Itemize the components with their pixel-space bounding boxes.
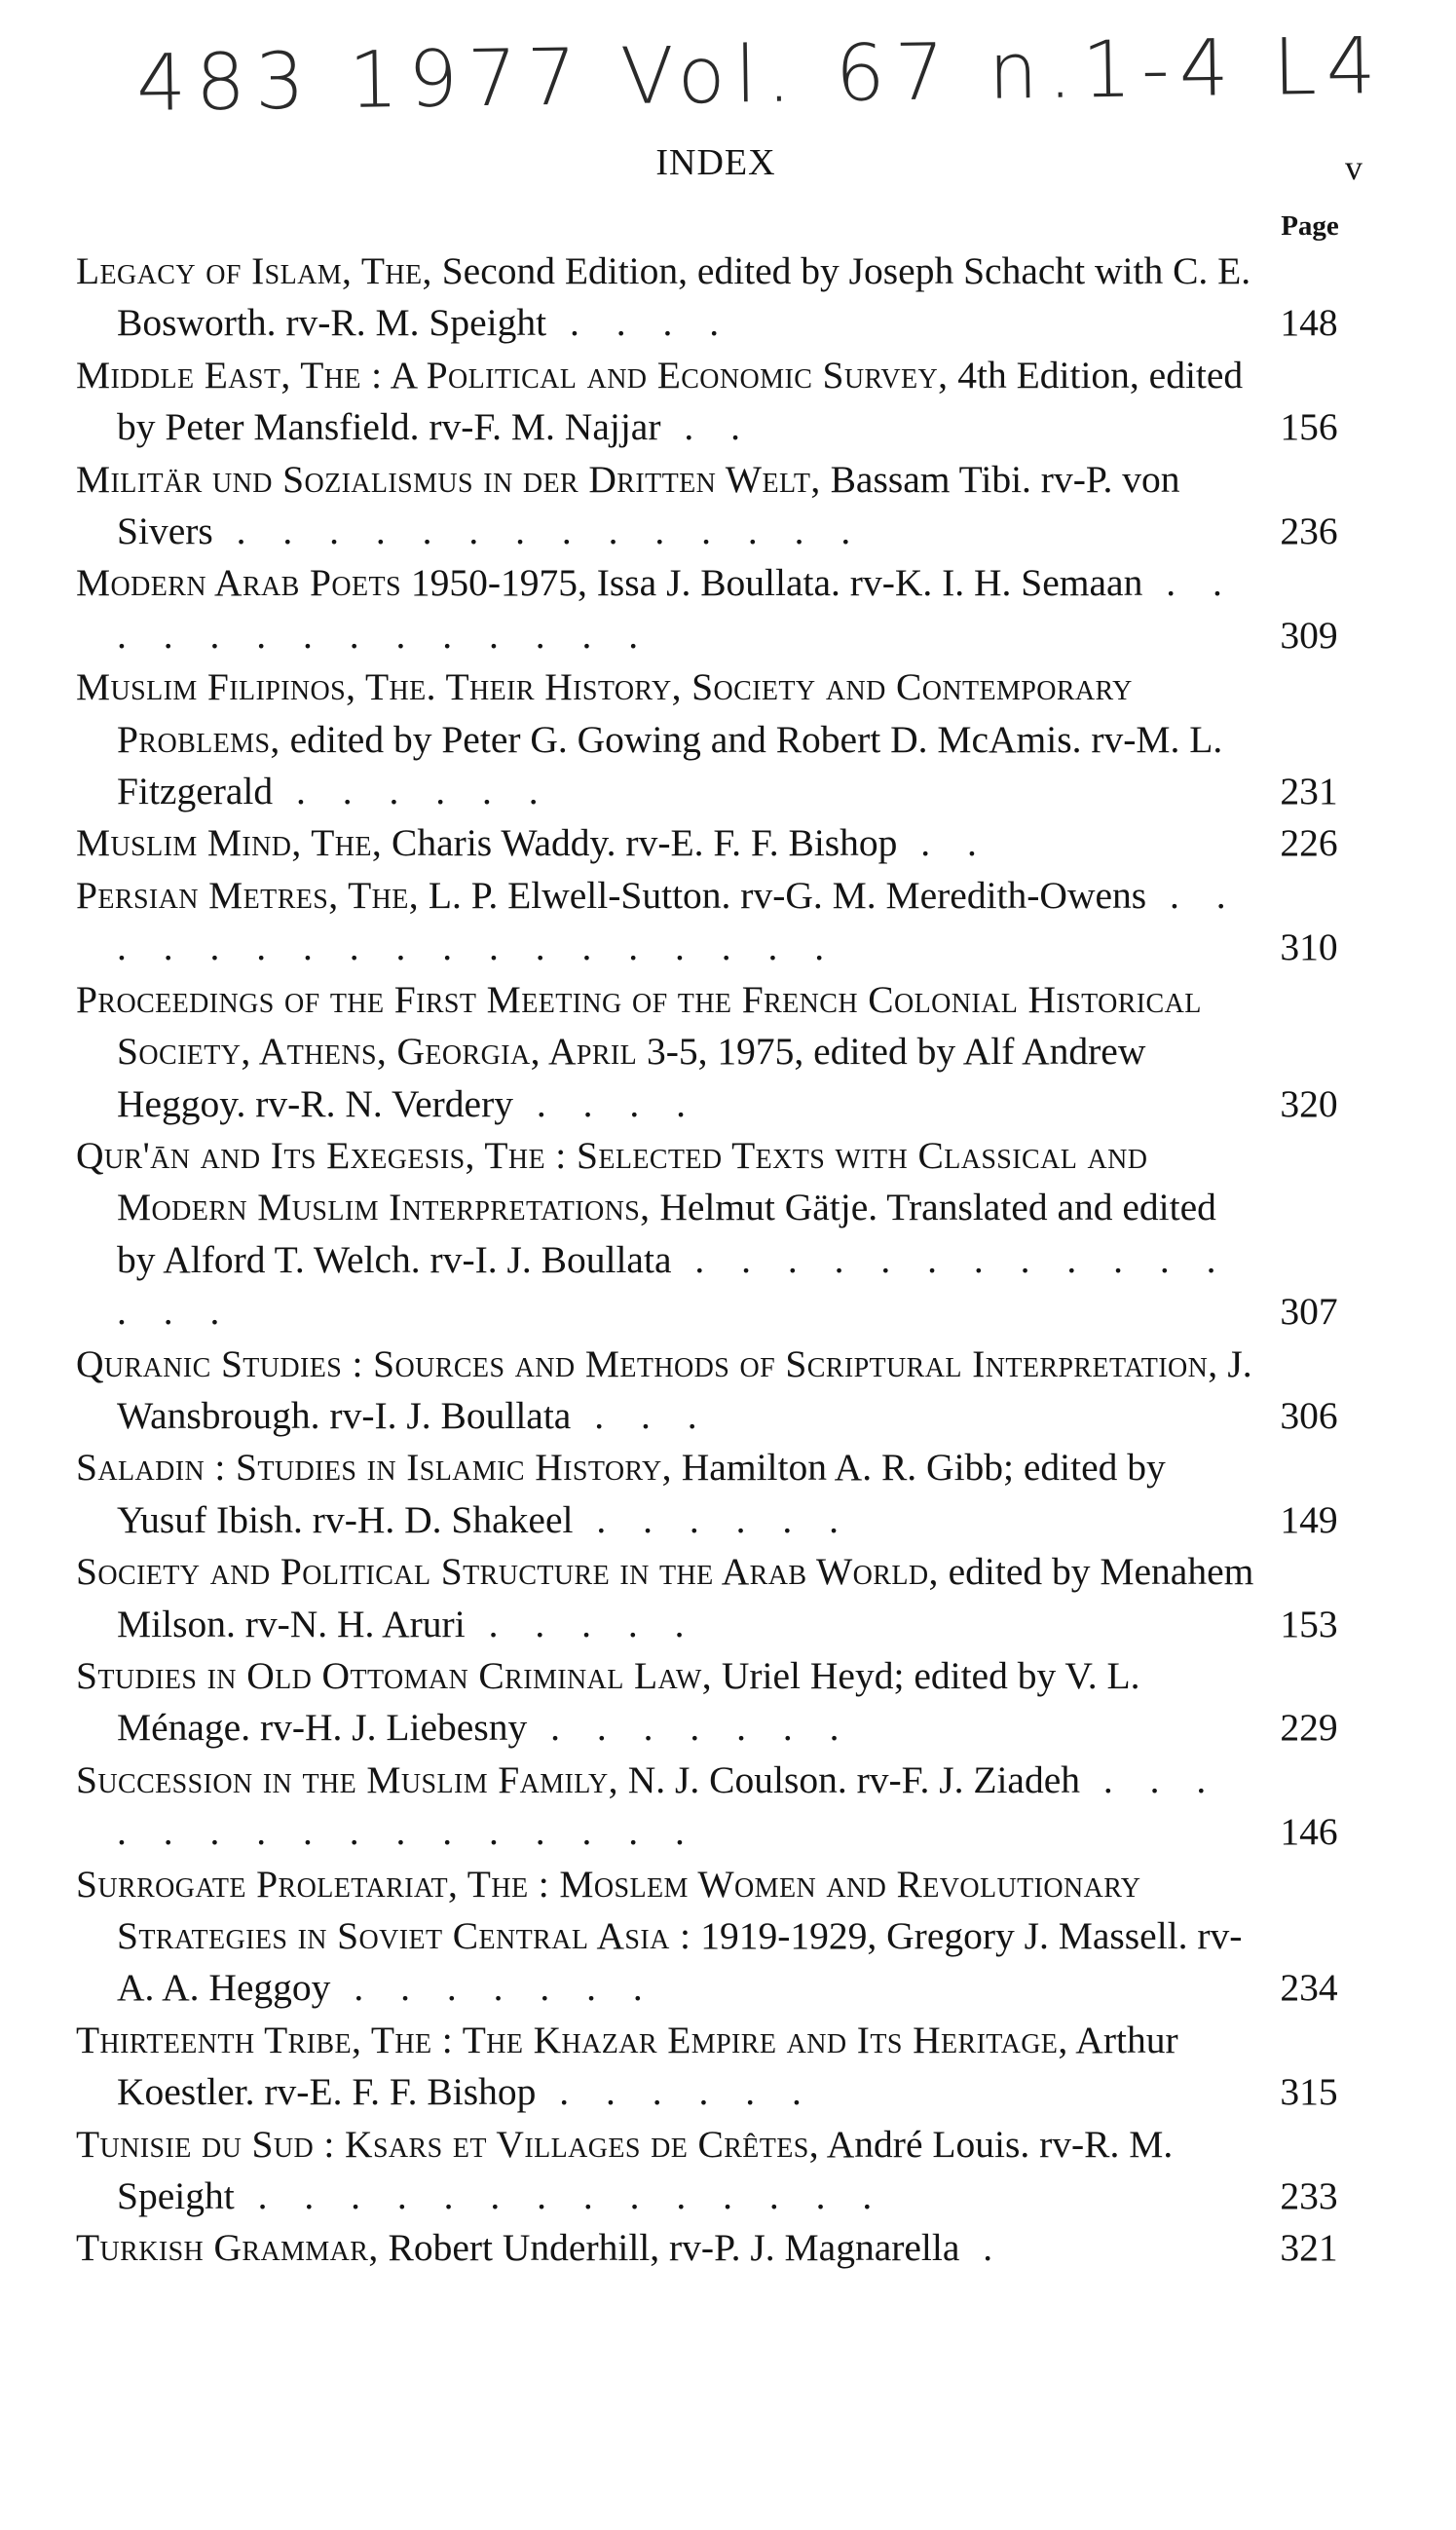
entry-details: Bassam Tibi. rv-P. von Sivers [117, 457, 1180, 553]
index-entry [76, 245, 1338, 350]
entry-leader-dots: . . . . . . [273, 770, 552, 813]
entry-title: Quranic Studies : Sources and Methods of Scriptural Interpretation, [76, 1341, 1218, 1385]
entry-page-number: 307 [1280, 1290, 1338, 1334]
entry-page-number: 236 [1280, 510, 1338, 553]
entry-title: Proceedings of the First Meeting of the French Colonial Historical Society, Athens, Georgia, April [76, 977, 1202, 1074]
entry-details: 1950-1975, Issa J. Boullata. rv-K. I. H. Semaan [401, 561, 1143, 605]
entry-page-number: 153 [1280, 1602, 1338, 1645]
entry-title: Studies in Old Ottoman Criminal Law, [76, 1653, 712, 1697]
entry-details: Uriel Heyd; edited by V. L. Ménage. rv-H. J. Liebesny [117, 1653, 1140, 1750]
page-column-label: Page [1281, 210, 1339, 242]
index-entry [76, 557, 1338, 661]
entry-leader-dots: . . . . . . . . . . . . . . [212, 510, 865, 553]
index-entries [76, 245, 1400, 2275]
entry-page-number: 306 [1280, 1393, 1338, 1437]
entry-title: Middle East, The : A Political and Economic Survey, [76, 353, 949, 396]
entry-leader-dots: . . [897, 821, 990, 865]
page-title: INDEX [655, 142, 776, 183]
entry-page-number: 156 [1280, 405, 1338, 449]
entry-title: Thirteenth Tribe, The : The Khazar Empire and Its Heritage, [76, 2018, 1068, 2061]
index-entry [76, 2015, 1338, 2119]
entry-leader-dots: . . . . . . . . . . . . . . . [117, 1237, 1230, 1334]
entry-details: edited by Menahem Milson. rv-N. H. Aruri [117, 1550, 1254, 1645]
entry-leader-dots: . . . . . . . . . . . . . . . . [117, 1757, 1220, 1854]
entry-details: Helmut Gätje. Translated and edited by Alford T. Welch. rv-I. J. Boullata [117, 1186, 1216, 1281]
entry-page-number: 310 [1280, 925, 1338, 969]
handwritten-call-number: 483 1977 Vol. 67 n.1-4 L4 [135, 20, 1387, 129]
entry-details: edited by Peter G. Gowing and Robert D. McAmis. rv-M. L. Fitzgerald [117, 717, 1223, 813]
index-entry [76, 870, 1338, 974]
entry-title: Modern Arab Poets [76, 561, 401, 605]
entry-title: Muslim Mind, The, [76, 821, 383, 865]
entry-page-number: 231 [1280, 770, 1338, 813]
entry-title: Qur'ān and Its Exegesis, The : Selected Texts with Classical and Modern Muslim Interpretations, [76, 1133, 1148, 1229]
entry-leader-dots: . . . . . . . . . . . . . . [234, 2174, 886, 2218]
entry-leader-dots: . . . . . [465, 1602, 698, 1645]
index-entry [76, 454, 1338, 558]
entry-title: Surrogate Proletariat, The : Moslem Women and Revolutionary Strategies in Soviet Central Asia : [76, 1862, 1141, 1957]
entry-page-number: 320 [1280, 1081, 1338, 1125]
entry-leader-dots: . [959, 2226, 1007, 2270]
entry-leader-dots: . . . . . . [536, 2070, 815, 2114]
index-entry [76, 350, 1338, 454]
entry-leader-dots: . . . . . . . . . . . . . . . . . . [117, 873, 1240, 969]
page-number: v [1345, 148, 1363, 187]
entry-page-number: 234 [1280, 1966, 1338, 2010]
entry-page-number: 309 [1280, 613, 1338, 657]
entry-title: Legacy of Islam, The, [76, 249, 432, 292]
entry-details: Robert Underhill, rv-P. J. Magnarella [378, 2226, 960, 2270]
entry-title: Society and Political Structure in the Arab World, [76, 1550, 939, 1594]
entry-details: 3-5, 1975, edited by Alf Andrew Heggoy. rv-R. N. Verdery [117, 1030, 1146, 1125]
index-entry [76, 1755, 1338, 1859]
entry-details: 1919-1929, Gregory J. Massell. rv-A. A. Heggoy [117, 1914, 1243, 2010]
index-entry [76, 1442, 1338, 1546]
entry-page-number: 148 [1280, 301, 1338, 345]
entry-page-number: 315 [1280, 2070, 1338, 2114]
entry-details: J. Wansbrough. rv-I. J. Boullata [117, 1341, 1252, 1437]
entry-title: Militär und Sozialismus in der Dritten Welt, [76, 457, 821, 501]
entry-title: Tunisie du Sud : Ksars et Villages de Crêtes, [76, 2122, 820, 2166]
entry-details: Arthur Koestler. rv-E. F. F. Bishop [117, 2018, 1178, 2114]
index-entry [76, 2119, 1338, 2223]
index-entry [76, 2222, 1338, 2274]
entry-details: L. P. Elwell-Sutton. rv-G. M. Meredith-Owens [419, 873, 1147, 917]
entry-page-number: 226 [1280, 821, 1338, 865]
entry-leader-dots: . . . . [546, 301, 733, 345]
entry-details: Second Edition, edited by Joseph Schacht with C. E. Bosworth. rv-R. M. Speight [117, 249, 1251, 345]
entry-page-number: 321 [1280, 2226, 1338, 2270]
entry-title: Succession in the Muslim Family, [76, 1757, 618, 1801]
index-entry [76, 1650, 1338, 1755]
index-entry [76, 1130, 1338, 1339]
running-head [0, 141, 1456, 200]
entry-leader-dots: . . . . . . . [330, 1966, 656, 2010]
index-entry [76, 1339, 1338, 1443]
entry-leader-dots: . . . [571, 1393, 711, 1437]
entry-page-number: 149 [1280, 1497, 1338, 1541]
index-entry [76, 661, 1338, 817]
index-entry [76, 1546, 1338, 1650]
entry-page-number: 233 [1280, 2174, 1338, 2218]
entry-details: N. J. Coulson. rv-F. J. Ziadeh [617, 1757, 1080, 1801]
entry-leader-dots: . . [660, 405, 754, 449]
entry-page-number: 229 [1280, 1706, 1338, 1750]
entry-details: 4th Edition, edited by Peter Mansfield. rv-F. M. Najjar [117, 353, 1244, 449]
entry-leader-dots: . . . . . . . [527, 1706, 853, 1750]
entry-details: Charis Waddy. rv-E. F. F. Bishop [382, 821, 898, 865]
entry-details: André Louis. rv-R. M. Speight [117, 2122, 1174, 2218]
index-entry [76, 974, 1338, 1130]
entry-leader-dots: . . . . . . . . . . . . . . [117, 561, 1236, 657]
entry-page-number: 146 [1280, 1810, 1338, 1854]
entry-details: Hamilton A. R. Gibb; edited by Yusuf Ibish. rv-H. D. Shakeel [117, 1446, 1166, 1541]
entry-title: Persian Metres, The, [76, 873, 420, 917]
entry-title: Saladin : Studies in Islamic History, [76, 1446, 672, 1490]
entry-title: Turkish Grammar, [76, 2226, 379, 2270]
index-entry [76, 817, 1338, 869]
entry-leader-dots: . . . . . . [573, 1497, 852, 1541]
entry-title: Muslim Filipinos, The. Their History, Society and Contemporary Problems, [76, 665, 1133, 761]
entry-leader-dots: . . . . [512, 1081, 699, 1125]
index-entry [76, 1859, 1338, 2015]
